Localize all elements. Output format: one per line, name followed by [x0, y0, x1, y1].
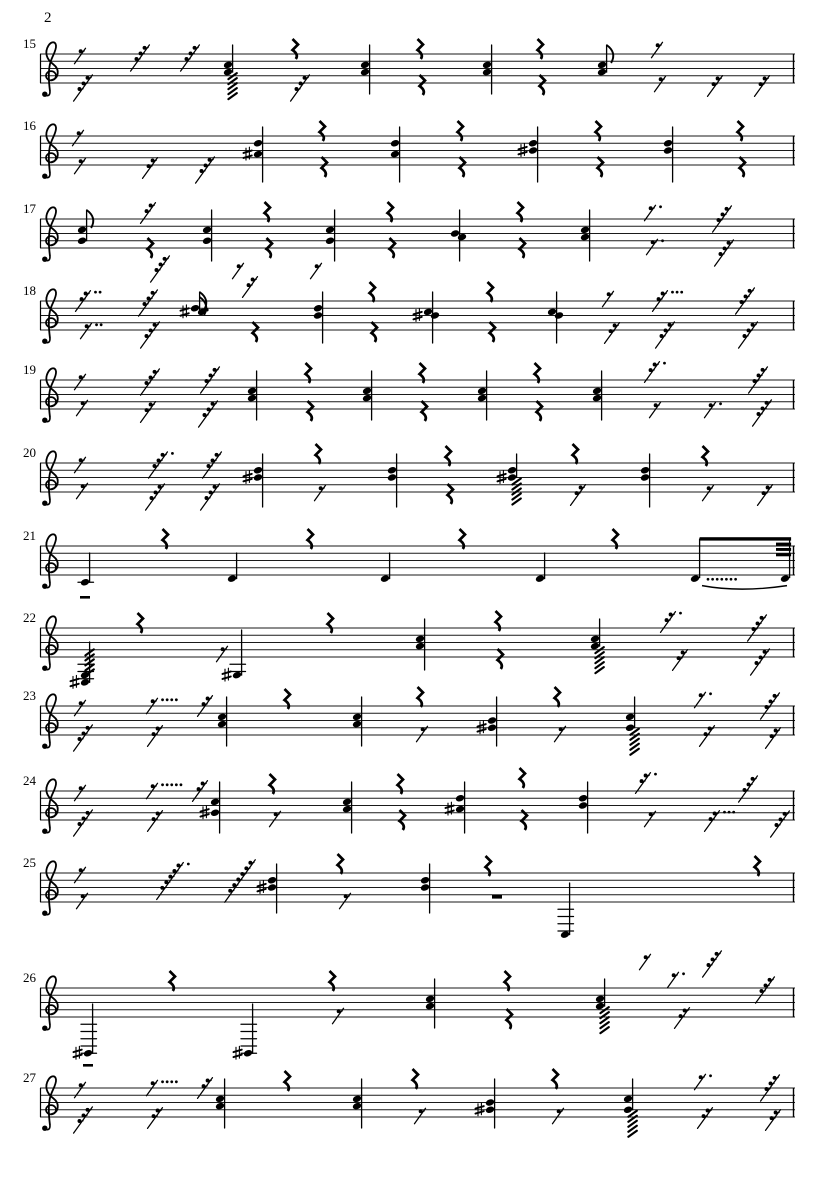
- measure-number-23: 23: [23, 688, 36, 703]
- measure-number-17: 17: [23, 201, 36, 216]
- measure-number-27: 27: [23, 1070, 36, 1085]
- measure-number-21: 21: [23, 528, 36, 543]
- measure-number-26: 26: [23, 970, 36, 985]
- measure-number-15: 15: [23, 36, 36, 51]
- system-27: [0, 1026, 835, 1181]
- measure-number-25: 25: [23, 855, 36, 870]
- measure-number-24: 24: [23, 773, 36, 788]
- measure-number-18: 18: [23, 283, 36, 298]
- page-number: 2: [44, 10, 52, 26]
- measure-number-20: 20: [23, 445, 36, 460]
- measure-number-22: 22: [23, 610, 36, 625]
- measure-number-16: 16: [23, 118, 36, 133]
- measure-number-19: 19: [23, 362, 36, 377]
